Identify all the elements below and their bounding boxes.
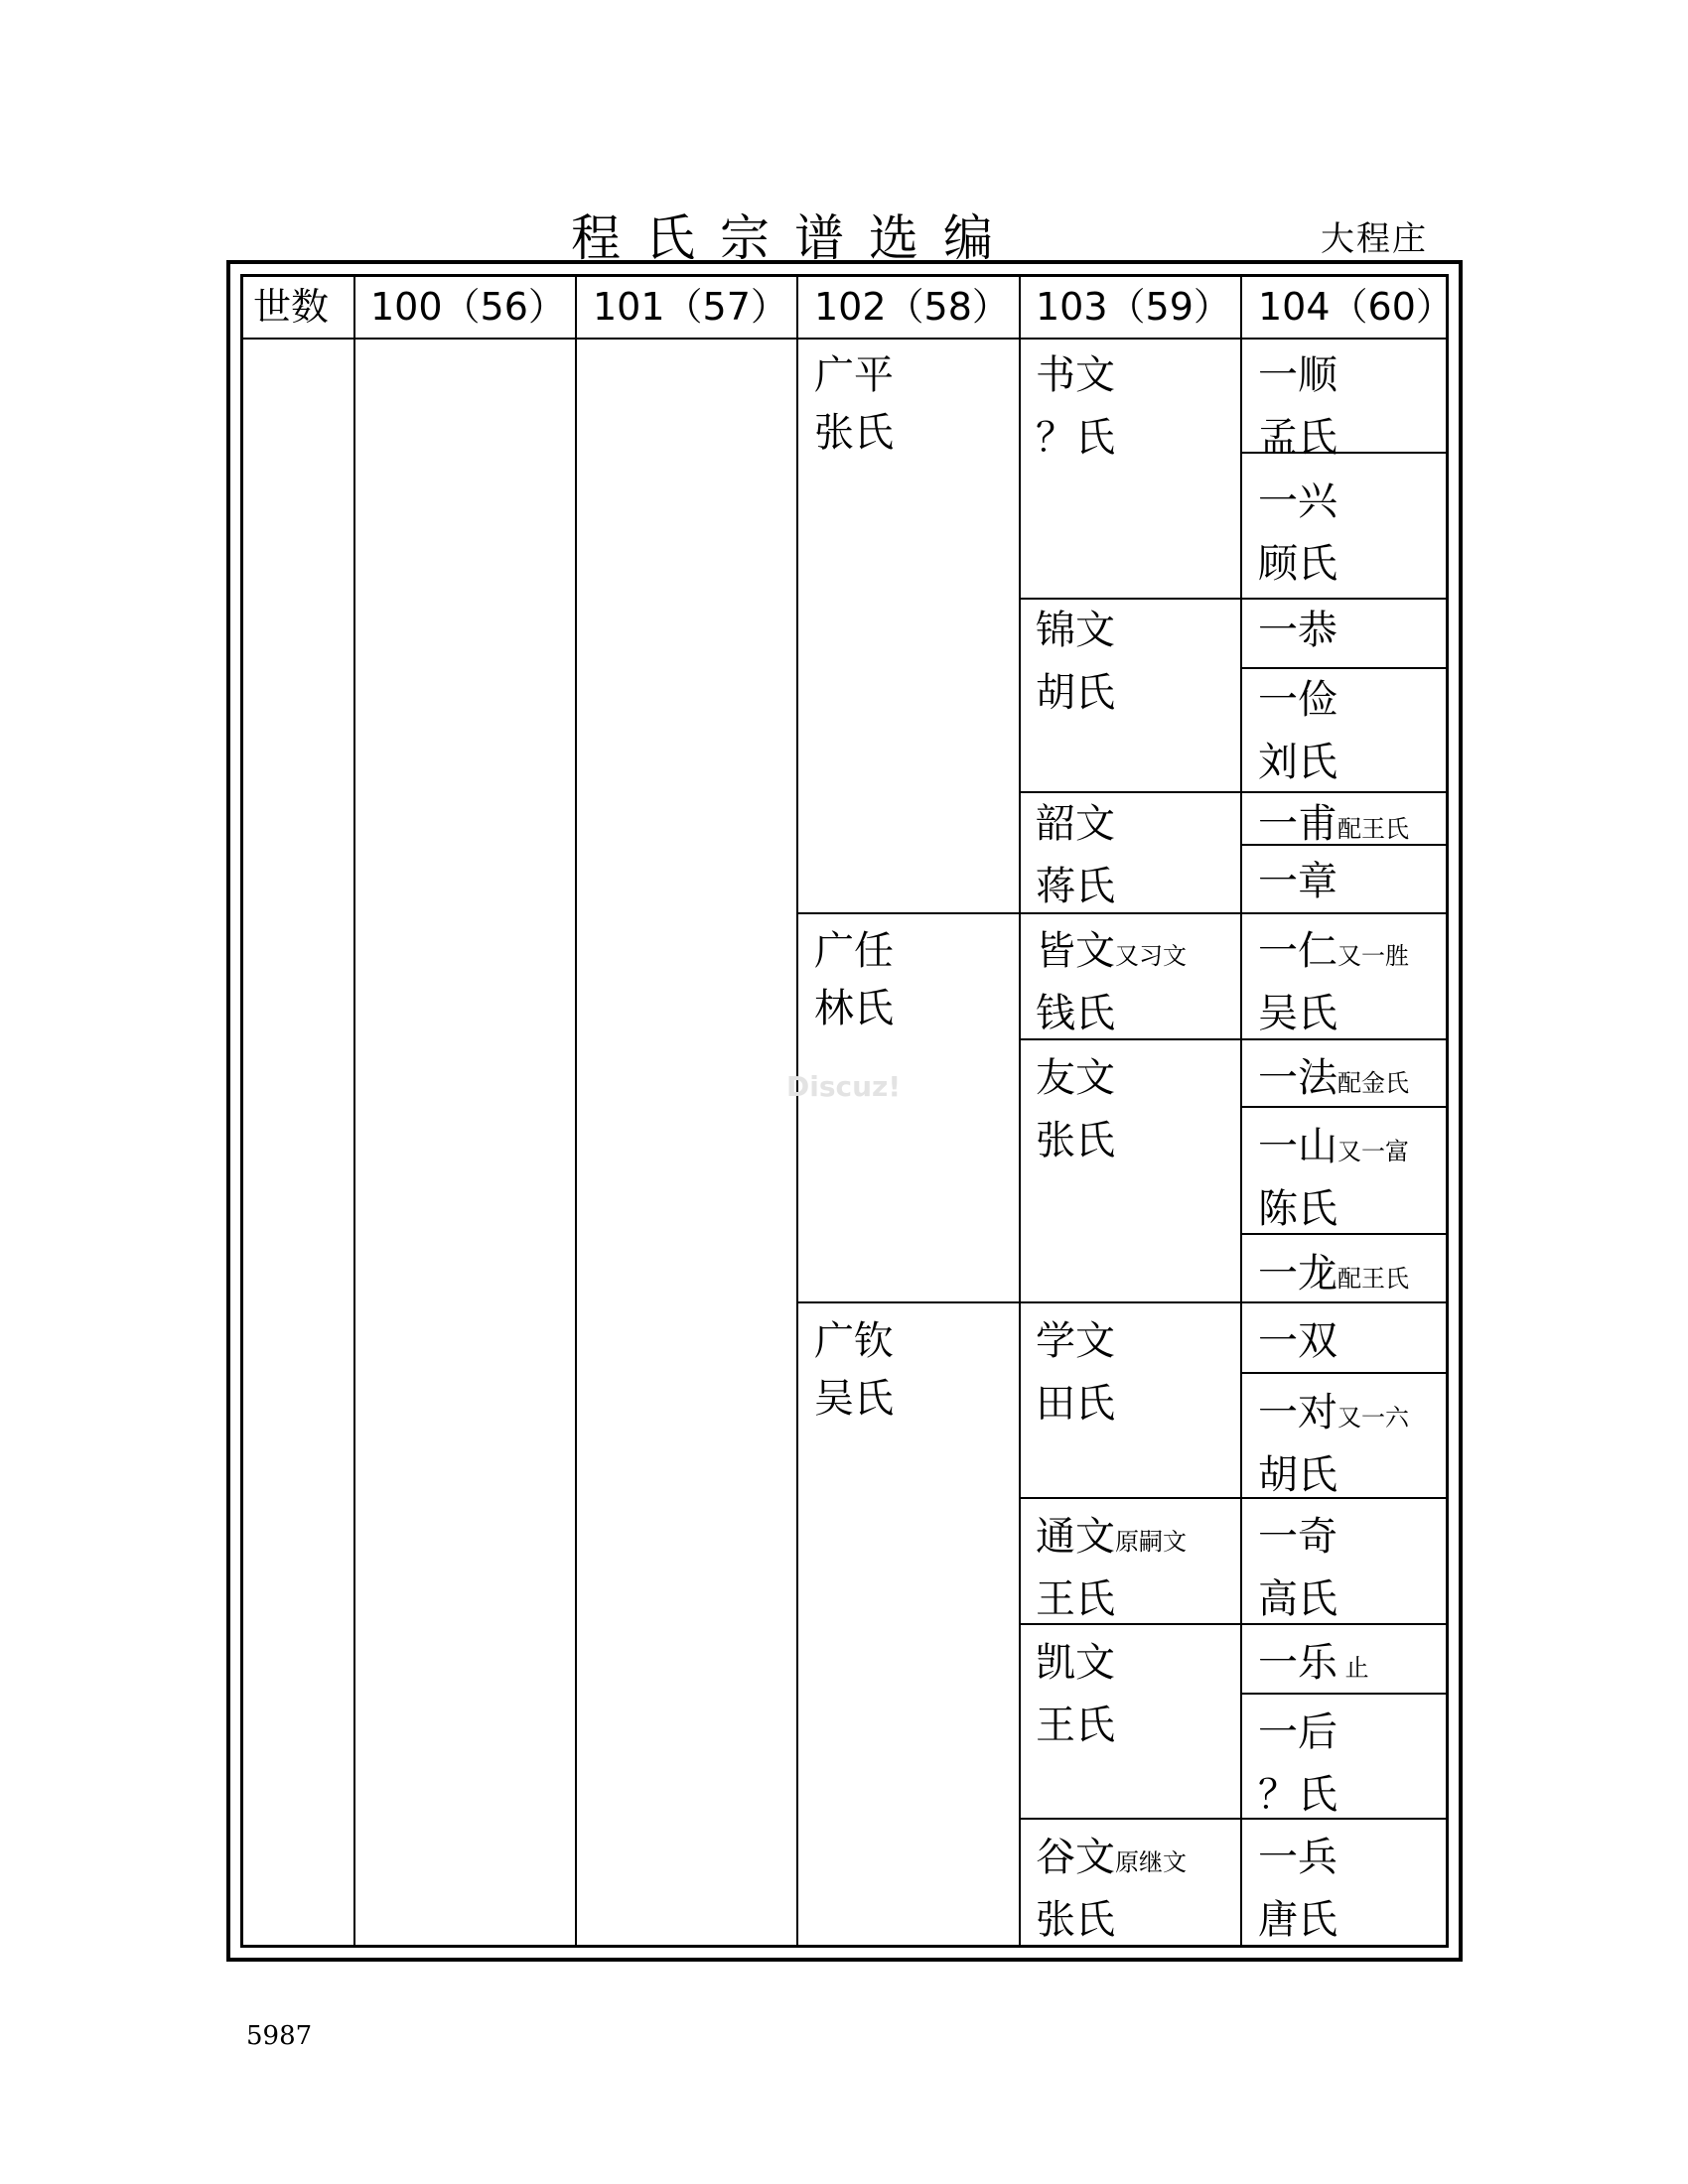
row-divider — [1019, 791, 1446, 793]
person-name: 广平 — [814, 352, 894, 398]
name-note: 又习文 — [1115, 942, 1187, 970]
name-note: 配王氏 — [1337, 1265, 1409, 1293]
column-divider — [1019, 277, 1021, 1945]
col-header-100: 100（56） — [370, 285, 566, 329]
spouse-name: 吴氏 — [814, 1376, 894, 1422]
person-name: 书文 — [1036, 352, 1115, 398]
gen103-entry — [1036, 1829, 1187, 1949]
watermark: Discuz! — [786, 1070, 902, 1103]
spouse-name: 吴氏 — [1258, 991, 1337, 1036]
genealogy-table-inner — [240, 274, 1454, 1948]
gen102-entry — [814, 346, 894, 462]
person-name: 一顺 — [1258, 352, 1337, 398]
spouse-name: ？氏 — [1258, 1772, 1337, 1818]
col-header-104: 104（60） — [1258, 285, 1454, 329]
gen104-entry — [1258, 1049, 1409, 1112]
spouse-name: 高氏 — [1258, 1576, 1337, 1622]
row-divider — [1240, 667, 1446, 669]
person-name: 一后 — [1258, 1709, 1337, 1755]
person-name: 韶文 — [1036, 801, 1115, 847]
col-header-generation: 世数 — [253, 285, 330, 329]
person-name: 广钦 — [814, 1318, 894, 1364]
gen104-entry — [1258, 795, 1409, 858]
gen104-entry — [1258, 1245, 1409, 1307]
spouse-name: 田氏 — [1036, 1381, 1115, 1427]
gen104-entry — [1258, 346, 1337, 467]
gen103-entry — [1036, 1312, 1115, 1433]
gen104-entry — [1258, 602, 1337, 664]
person-name: 友文 — [1036, 1055, 1115, 1101]
person-name: 学文 — [1036, 1318, 1115, 1364]
name-note: 原继文 — [1115, 1848, 1187, 1876]
gen103-entry — [1036, 922, 1187, 1042]
person-name: 一甫 — [1258, 801, 1337, 847]
gen104-entry — [1258, 1704, 1337, 1824]
col-header-101: 101（57） — [593, 285, 788, 329]
name-note: 配王氏 — [1337, 815, 1409, 843]
gen102-entry — [814, 1312, 894, 1428]
gen103-entry — [1036, 346, 1115, 467]
person-name: 一山 — [1258, 1124, 1337, 1169]
name-note: 又一富 — [1337, 1138, 1409, 1165]
column-divider — [796, 277, 798, 1945]
person-name: 谷文 — [1036, 1835, 1115, 1880]
gen103-entry — [1036, 1049, 1115, 1169]
spouse-name: 钱氏 — [1036, 991, 1115, 1036]
gen104-entry — [1258, 1384, 1409, 1504]
person-name: 一俭 — [1258, 677, 1337, 723]
spouse-name: 唐氏 — [1258, 1897, 1337, 1943]
person-name: 皆文 — [1036, 928, 1115, 974]
spouse-name: 张氏 — [814, 410, 894, 456]
spouse-name: 胡氏 — [1036, 670, 1115, 716]
gen104-entry — [1258, 1312, 1337, 1375]
page-number: 5987 — [246, 2021, 313, 2051]
row-divider — [1019, 1818, 1446, 1820]
gen104-entry — [1258, 1118, 1409, 1238]
person-name: 一兵 — [1258, 1835, 1337, 1880]
gen103-entry — [1036, 1508, 1187, 1628]
spouse-name: 陈氏 — [1258, 1186, 1337, 1232]
name-note: 原嗣文 — [1115, 1528, 1187, 1556]
person-name: 一对 — [1258, 1390, 1337, 1435]
spouse-name: ？氏 — [1036, 415, 1115, 461]
person-name: 通文 — [1036, 1514, 1115, 1560]
gen104-entry — [1258, 473, 1337, 593]
gen104-entry — [1258, 1829, 1337, 1949]
name-note: 又一胜 — [1337, 942, 1409, 970]
person-name: 一乐 — [1258, 1640, 1337, 1686]
person-name: 一章 — [1258, 859, 1337, 904]
spouse-name: 张氏 — [1036, 1897, 1115, 1943]
person-name: 一龙 — [1258, 1251, 1337, 1297]
col-header-103: 103（59） — [1036, 285, 1231, 329]
gen104-entry — [1258, 1634, 1369, 1697]
column-divider — [1240, 277, 1242, 1945]
spouse-name: 王氏 — [1036, 1576, 1115, 1622]
gen103-entry — [1036, 1634, 1115, 1754]
name-note: 又一六 — [1337, 1404, 1409, 1432]
spouse-name: 顾氏 — [1258, 541, 1337, 587]
spouse-name: 刘氏 — [1258, 740, 1337, 785]
page-title: 程氏宗谱选编 — [571, 209, 1018, 267]
name-note: 止 — [1337, 1654, 1369, 1682]
col-header-102: 102（58） — [814, 285, 1010, 329]
gen104-entry — [1258, 1508, 1337, 1628]
person-name: 锦文 — [1036, 608, 1115, 653]
spouse-name: 张氏 — [1036, 1118, 1115, 1163]
person-name: 一法 — [1258, 1055, 1337, 1101]
column-divider — [575, 277, 577, 1945]
gen103-entry — [1036, 795, 1115, 915]
person-name: 广任 — [814, 928, 894, 974]
gen104-entry — [1258, 671, 1337, 791]
spouse-name: 蒋氏 — [1036, 864, 1115, 909]
row-divider — [1019, 598, 1446, 600]
spouse-name: 胡氏 — [1258, 1452, 1337, 1498]
gen104-entry — [1258, 922, 1409, 1042]
row-divider — [796, 912, 1446, 914]
gen104-entry — [1258, 853, 1337, 915]
person-name: 一仁 — [1258, 928, 1337, 974]
place-name: 大程庄 — [1321, 219, 1428, 259]
spouse-name: 孟氏 — [1258, 415, 1337, 461]
person-name: 一奇 — [1258, 1514, 1337, 1560]
genealogy-table — [226, 260, 1463, 1962]
spouse-name: 王氏 — [1036, 1703, 1115, 1748]
spouse-name: 林氏 — [814, 986, 894, 1031]
person-name: 一兴 — [1258, 478, 1337, 524]
column-divider — [353, 277, 355, 1945]
person-name: 凯文 — [1036, 1640, 1115, 1686]
header-divider — [243, 338, 1446, 340]
person-name: 一双 — [1258, 1318, 1337, 1364]
gen103-entry — [1036, 602, 1115, 722]
gen102-entry — [814, 922, 894, 1037]
person-name: 一恭 — [1258, 608, 1337, 653]
name-note: 配金氏 — [1337, 1069, 1409, 1097]
